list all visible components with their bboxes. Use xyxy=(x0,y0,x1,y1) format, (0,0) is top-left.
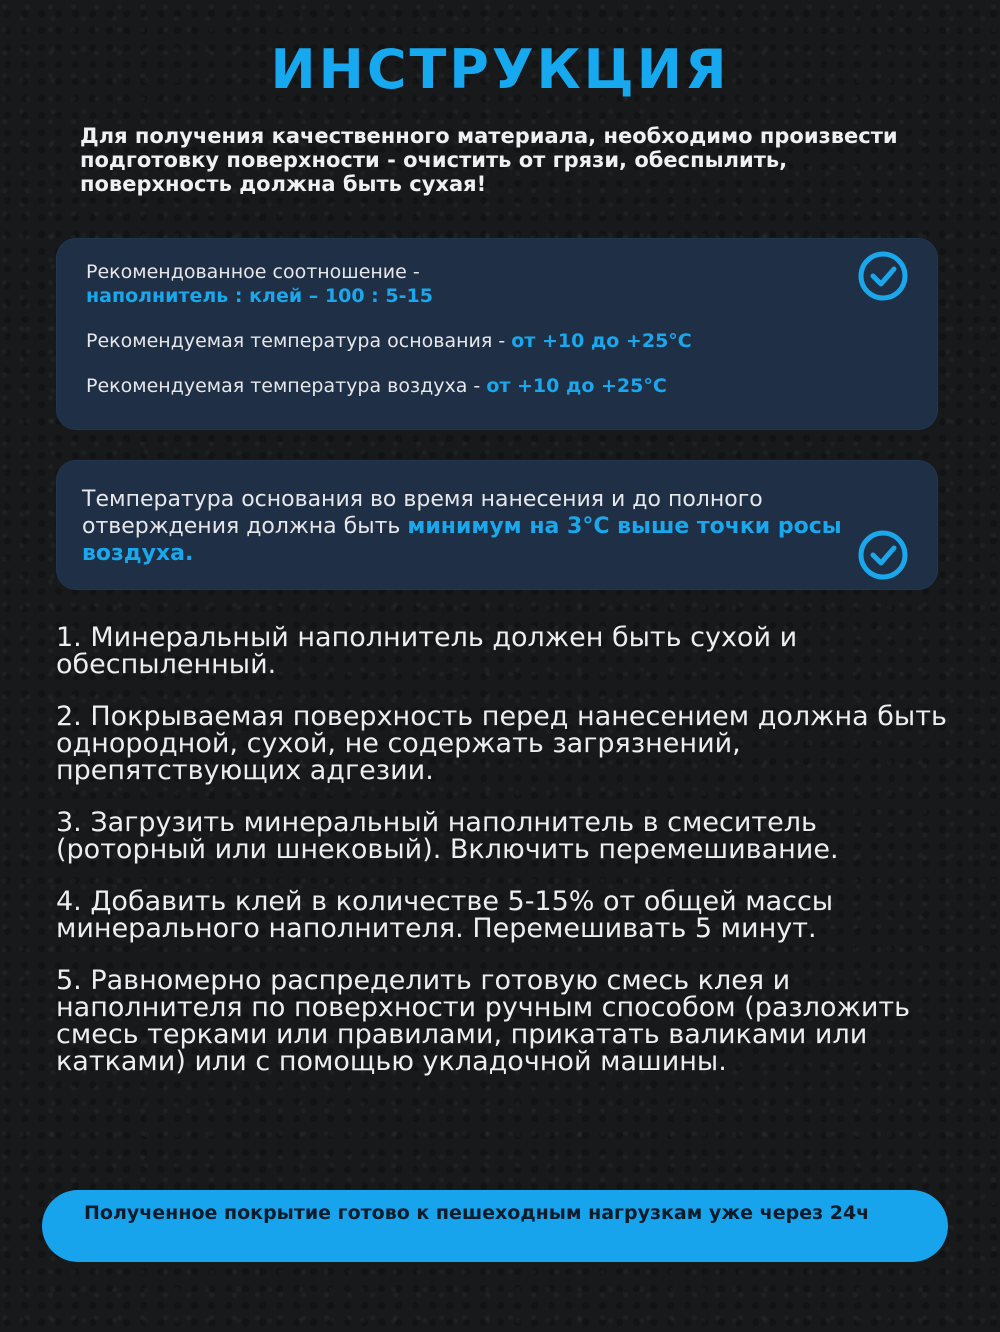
check-circle-icon xyxy=(856,528,910,582)
step-2: 2. Покрываемая поверхность перед нанесением должна быть однородной, сухой, не содержать загрязнений, препятствующих адгезии. xyxy=(56,701,947,786)
base-temp-row xyxy=(86,329,692,353)
air-temp-row xyxy=(86,374,667,398)
ratio-value: наполнитель : клей – 100 : 5-15 xyxy=(86,285,433,307)
base-temp-label: Рекомендуемая температура основания - xyxy=(86,330,512,352)
air-temp-value: от +10 до +25°С xyxy=(486,375,667,397)
recommendations-panel xyxy=(56,238,938,430)
page-title: ИНСТРУКЦИЯ xyxy=(270,38,730,101)
steps-list xyxy=(56,624,956,1100)
check-circle-icon xyxy=(856,249,910,303)
dew-point-label: Температура основания во время нанесения и до полного отверждения должна быть xyxy=(82,487,763,539)
step-1: 1. Минеральный наполнитель должен быть сухой и обеспыленный. xyxy=(56,622,798,680)
intro-text: Для получения качественного материала, необходимо произвести подготовку поверхности - очистить от грязи, обеспылить, поверхность должна быть сухая! xyxy=(80,124,898,196)
step-5: 5. Равномерно распределить готовую смесь клея и наполнителя по поверхности ручным способом (разложить смесь терками или правилами, прикатать валиками или катками) или с помощью укладочной машины. xyxy=(56,965,911,1077)
base-temp-value: от +10 до +25°С xyxy=(511,330,692,352)
dew-point-text xyxy=(82,486,862,567)
step-4: 4. Добавить клей в количестве 5-15% от общей массы минерального наполнителя. Перемешивать 5 минут. xyxy=(56,886,834,944)
dew-point-panel xyxy=(56,460,938,590)
step-3: 3. Загрузить минеральный наполнитель в смеситель (роторный или шнековый). Включить перемешивание. xyxy=(56,807,839,865)
ratio-label: Рекомендованное соотношение - xyxy=(86,261,420,283)
footer-banner xyxy=(42,1190,948,1262)
footer-text: Полученное покрытие готово к пешеходным нагрузкам уже через 24ч xyxy=(84,1202,870,1224)
air-temp-label: Рекомендуемая температура воздуха - xyxy=(86,375,487,397)
dew-point-highlight: минимум на 3°С выше точки росы воздуха. xyxy=(82,514,842,566)
